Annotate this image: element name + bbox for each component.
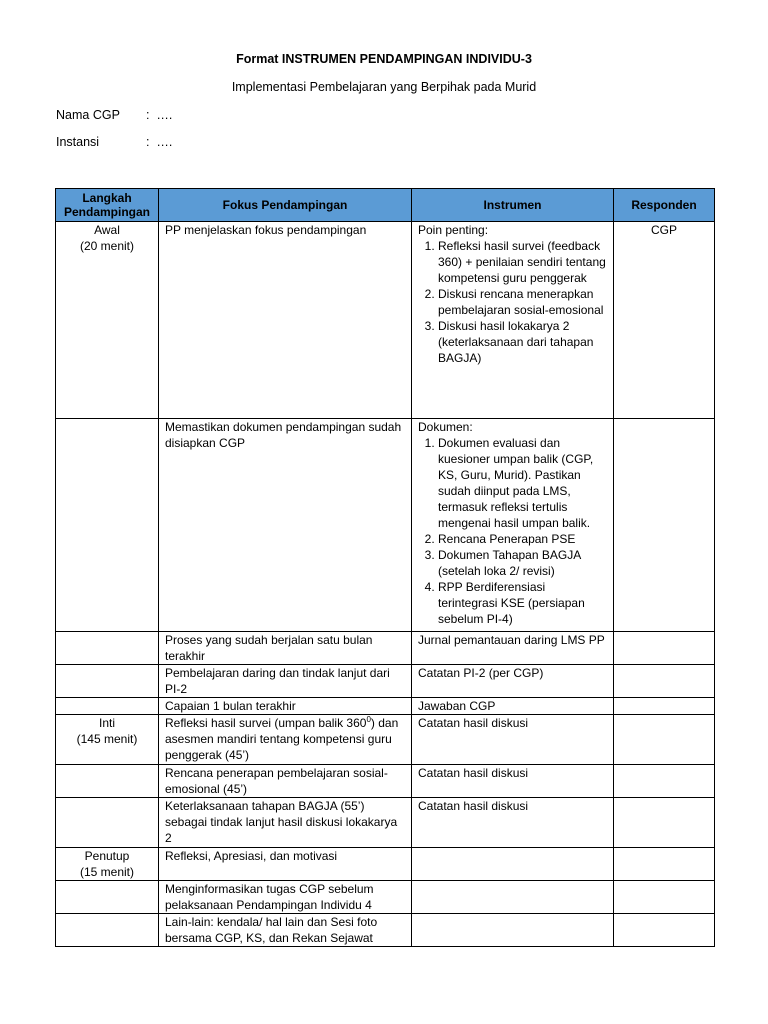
list-item: 2. Diskusi rencana menerapkan pembelajaran sosial-emosional — [438, 286, 607, 318]
header-responden: Responden — [614, 189, 715, 222]
langkah-cell — [56, 881, 159, 914]
fokus-cell: Proses yang sudah berjalan satu bulan terakhir — [159, 632, 412, 665]
responden-cell — [614, 419, 715, 632]
header-langkah: Langkah Pendampingan — [56, 189, 159, 222]
instrumen-cell — [412, 419, 614, 632]
responden-cell — [614, 798, 715, 848]
langkah-cell — [56, 222, 159, 419]
langkah-cell — [56, 715, 159, 765]
langkah-label: Inti — [98, 716, 115, 730]
table-row — [56, 419, 715, 632]
table-row — [56, 715, 715, 765]
list-item: 4. RPP Berdiferensiasi terintegrasi KSE (persiapan sebelum PI-4) — [438, 579, 607, 627]
list-item: 1. Dokumen evaluasi dan kuesioner umpan balik (CGP, KS, Guru, Murid). Pastikan sudah diinput pada LMS, termasuk refleksi tertulis mengenai hasil umpan balik. — [438, 435, 607, 531]
fokus-cell: Keterlaksanaan tahapan BAGJA (55’) sebagai tindak lanjut hasil diskusi lokakarya 2 — [159, 798, 412, 848]
field-label: Instansi — [56, 135, 100, 149]
table-row — [56, 881, 715, 914]
instrumen-cell — [412, 914, 614, 947]
responden-cell — [614, 881, 715, 914]
table-row — [56, 665, 715, 698]
fokus-text: Refleksi hasil survei (umpan balik 360 — [165, 716, 367, 730]
instrumen-list — [418, 435, 607, 627]
fokus-cell: PP menjelaskan fokus pendampingan — [159, 222, 412, 419]
field-instansi — [56, 135, 172, 149]
langkah-cell — [56, 765, 159, 798]
langkah-cell — [56, 848, 159, 881]
table-row — [56, 222, 715, 419]
instrumen-cell: Catatan hasil diskusi — [412, 765, 614, 798]
langkah-duration: (15 menit) — [79, 865, 135, 879]
table-row — [56, 848, 715, 881]
list-item: 1. Refleksi hasil survei (feedback 360) + penilaian sendiri tentang kompetensi guru penggerak — [438, 238, 607, 286]
langkah-cell — [56, 632, 159, 665]
list-item: 2. Rencana Penerapan PSE — [438, 531, 607, 547]
instrumen-intro: Poin penting: — [418, 223, 489, 237]
langkah-duration: (20 menit) — [79, 239, 135, 253]
header-instrumen: Instrumen — [412, 189, 614, 222]
fokus-cell: Refleksi, Apresiasi, dan motivasi — [159, 848, 412, 881]
langkah-cell — [56, 698, 159, 715]
langkah-label: Awal — [94, 223, 120, 237]
langkah-cell — [56, 914, 159, 947]
langkah-cell — [56, 665, 159, 698]
fokus-cell: Capaian 1 bulan terakhir — [159, 698, 412, 715]
field-label: Nama CGP — [56, 108, 120, 122]
fokus-cell: Menginformasikan tugas CGP sebelum pelaksanaan Pendampingan Individu 4 — [159, 881, 412, 914]
responden-cell — [614, 765, 715, 798]
responden-cell — [614, 715, 715, 765]
header-fokus: Fokus Pendampingan — [159, 189, 412, 222]
instrumen-list — [418, 238, 607, 366]
langkah-duration: (145 menit) — [76, 732, 138, 746]
fokus-cell: Memastikan dokumen pendampingan sudah disiapkan CGP — [159, 419, 412, 632]
fokus-cell — [159, 715, 412, 765]
document-title: Format INSTRUMEN PENDAMPINGAN INDIVIDU-3 — [236, 52, 532, 66]
instrumen-cell: Jurnal pemantauan daring LMS PP — [412, 632, 614, 665]
instrumen-cell: Catatan hasil diskusi — [412, 715, 614, 765]
langkah-cell — [56, 419, 159, 632]
field-nama-cgp — [56, 108, 172, 122]
langkah-label: Penutup — [84, 849, 130, 863]
table-row — [56, 914, 715, 947]
responden-cell — [614, 848, 715, 881]
table-row — [56, 765, 715, 798]
instrumen-cell — [412, 881, 614, 914]
fokus-cell: Rencana penerapan pembelajaran sosial-emosional (45’) — [159, 765, 412, 798]
instrumen-cell: Catatan hasil diskusi — [412, 798, 614, 848]
table-row — [56, 632, 715, 665]
instrumen-cell: Catatan PI-2 (per CGP) — [412, 665, 614, 698]
instrumen-cell: Jawaban CGP — [412, 698, 614, 715]
responden-cell — [614, 665, 715, 698]
field-value: : …. — [146, 108, 173, 122]
table-row — [56, 798, 715, 848]
table-row — [56, 698, 715, 715]
langkah-cell — [56, 798, 159, 848]
instrumen-cell — [412, 848, 614, 881]
fokus-cell: Pembelajaran daring dan tindak lanjut dari PI-2 — [159, 665, 412, 698]
list-item: 3. Diskusi hasil lokakarya 2 (keterlaksanaan dari tahapan BAGJA) — [438, 318, 607, 366]
table-header-row — [56, 189, 715, 222]
fokus-superscript: 0 — [366, 715, 371, 724]
responden-cell — [614, 698, 715, 715]
instrumen-intro: Dokumen: — [418, 420, 473, 434]
fokus-cell: Lain-lain: kendala/ hal lain dan Sesi foto bersama CGP, KS, dan Rekan Sejawat — [159, 914, 412, 947]
pendampingan-table — [55, 188, 715, 947]
document-subtitle: Implementasi Pembelajaran yang Berpihak pada Murid — [231, 80, 537, 94]
list-item: 3. Dokumen Tahapan BAGJA (setelah loka 2/ revisi) — [438, 547, 607, 579]
instrumen-cell — [412, 222, 614, 419]
responden-cell: CGP — [614, 222, 715, 419]
responden-cell — [614, 914, 715, 947]
field-value: : …. — [146, 135, 173, 149]
fokus-text: ) dan asesmen mandiri tentang kompetensi guru penggerak (45’) — [165, 716, 399, 762]
responden-cell — [614, 632, 715, 665]
